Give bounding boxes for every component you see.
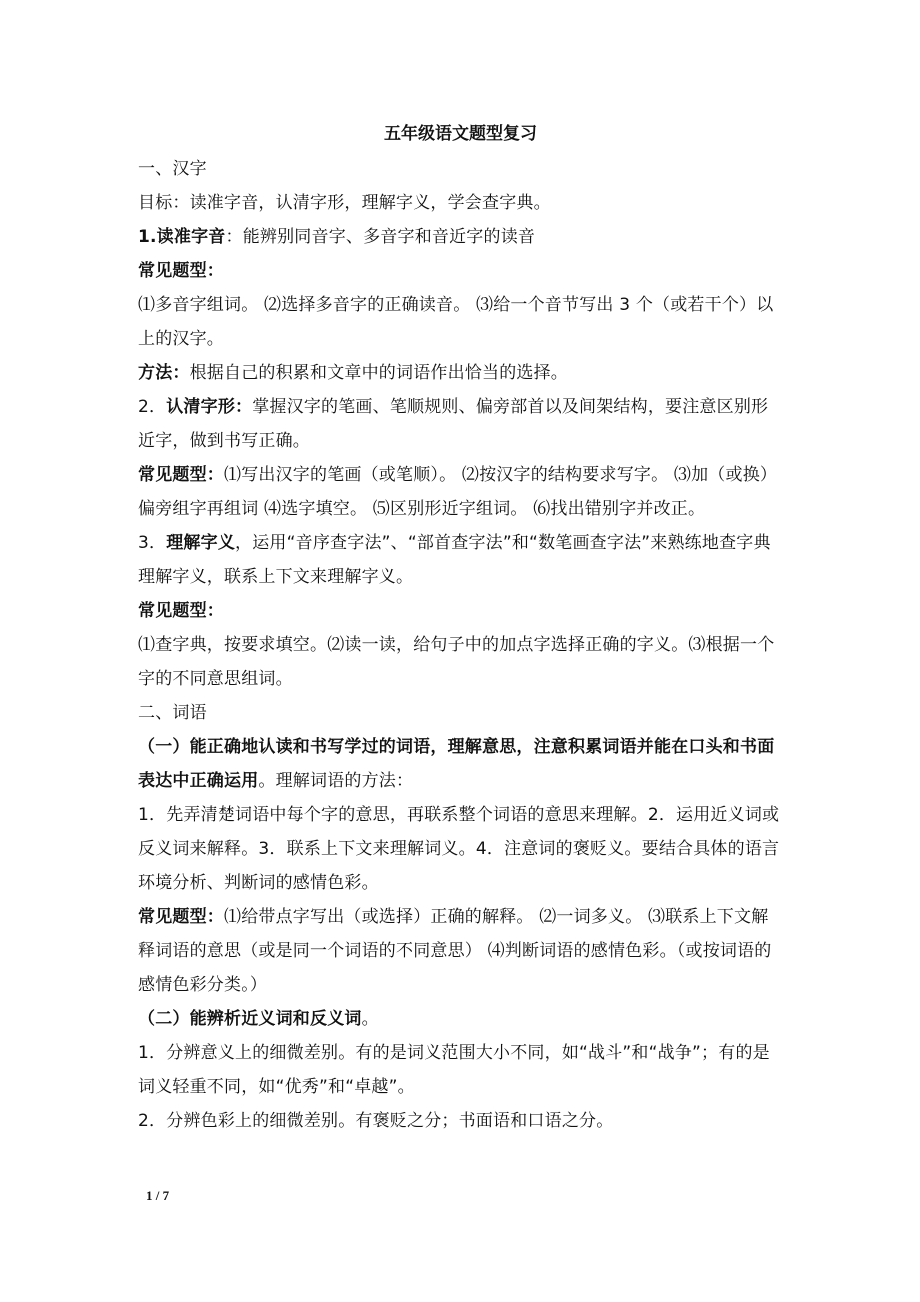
item-text: ，运用“音序查字法”、“部首查字法”和“数笔画查字法”来熟练地查字典理解字义，联系上下文来理解字义。 <box>138 533 771 587</box>
bold-label: （一）能正确地认读和书写学过的词语，理解意思，注意积累词语并能在口头和书面表达中正确运用 <box>138 737 775 791</box>
bold-label: 理解字义 <box>166 533 236 553</box>
section-heading-ciyu: 二、词语 <box>138 703 207 723</box>
bold-label: 常见题型： <box>138 907 224 927</box>
list-item: 2．分辨色彩上的细微差别。有褒贬之分；书面语和口语之分。 <box>138 1111 614 1131</box>
item-text: 。 <box>361 1009 379 1029</box>
bold-label: 认清字形： <box>166 397 253 417</box>
subsection-two <box>138 1002 783 1036</box>
item-number: 3． <box>138 533 167 553</box>
bold-label: 方法： <box>138 363 190 383</box>
document-title: 五年级语文题型复习 <box>384 124 537 144</box>
bold-label: 1.读准字音 <box>138 227 226 247</box>
question-types-line <box>138 458 783 526</box>
bold-label: 常见题型： <box>138 465 224 485</box>
question-types-list: ⑴查字典，按要求填空。⑵读一读，给句子中的加点字选择正确的字义。⑶根据一个字的不同意思组词。 <box>138 635 775 689</box>
methods-paragraph: 1．先弄清楚词语中每个字的意思，再联系整个词语的意思来理解。2．运用近义词或反义词来解释。3．联系上下文来理解词义。4．注意词的褒贬义。要结合具体的语言环境分析、判断词的感情色彩。 <box>138 805 780 893</box>
item-text: 掌握汉字的笔画、笔顺规则、偏旁部首以及间架结构，要注意区别形近字，做到书写正确。 <box>138 397 769 451</box>
item-meaning <box>138 526 783 594</box>
list-item: 1．分辨意义上的细微差别。有的是词义范围大小不同，如“战斗”和“战争”；有的是词义轻重不同，如“优秀”和“卓越”。 <box>138 1043 770 1097</box>
item-text: ⑴写出汉字的笔画（或笔顺）。 ⑵按汉字的结构要求写字。 ⑶加（或换）偏旁组字再组词 ⑷选字填空。 ⑸区别形近字组词。 ⑹找出错别字并改正。 <box>138 465 778 519</box>
goal-line: 目标：读准字音，认清字形，理解字义，学会查字典。 <box>138 193 551 213</box>
item-text: ：能辨别同音字、多音字和音近字的读音 <box>225 227 536 247</box>
document-body <box>138 118 783 1138</box>
question-types-list: ⑴多音字组词。 ⑵选择多音字的正确读音。 ⑶给一个音节写出 3 个（或若干个）以上的汉字。 <box>138 295 774 349</box>
page-number: 1 / 7 <box>146 1188 170 1203</box>
item-text: ⑴给带点字写出（或选择）正确的解释。 ⑵一词多义。 ⑶联系上下文解释词语的意思（或是同一个词语的不同意思） ⑷判断词语的感情色彩。（或按词语的感情色彩分类。） <box>138 907 772 995</box>
bold-label: （二）能辨析近义词和反义词 <box>138 1009 362 1029</box>
item-number: 2． <box>138 397 167 417</box>
question-types-line <box>138 900 783 1002</box>
item-pronunciation <box>138 220 783 254</box>
method-line <box>138 356 783 390</box>
item-text: 。理解词语的方法： <box>258 771 414 791</box>
item-text: 根据自己的积累和文章中的词语作出恰当的选择。 <box>189 363 569 383</box>
section-heading-hanzi: 一、汉字 <box>138 159 207 179</box>
subsection-one <box>138 730 783 798</box>
item-glyph-form <box>138 390 783 458</box>
question-types-label: 常见题型： <box>138 261 224 281</box>
question-types-label: 常见题型： <box>138 601 224 621</box>
